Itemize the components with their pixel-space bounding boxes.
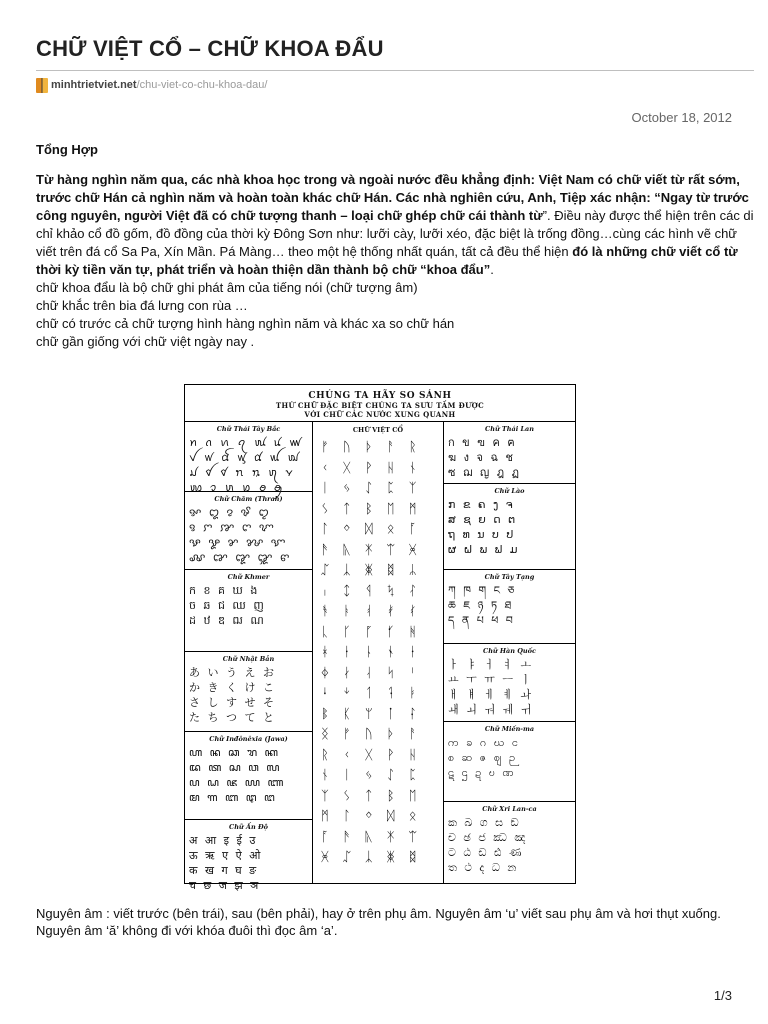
figure-title: CHÚNG TA HÃY SO SÁNH — [308, 391, 452, 401]
vowel-note-2: Nguyên âm ‘ă’ không đi với khóa đuôi thì đọc âm ‘a’. — [36, 923, 338, 938]
after-figure-text — [36, 905, 756, 939]
script-panel — [185, 570, 312, 652]
glyph-row: ᛢ ᛣ ᛤ ᛥ ᛦ — [321, 563, 422, 578]
glyph-row: ᚪ ᚫ ᚣ ᛡ ᛠ — [321, 829, 422, 845]
title-divider — [36, 70, 754, 71]
glyph-row: ꦲ ꦤ ꦕ ꦫ ꦏ — [189, 746, 280, 759]
panel-label: Chữ Xri Lan-ca — [482, 805, 537, 813]
glyph-row: ᛍ ᛎ ᛐ ᛑ ᛓ — [321, 686, 422, 701]
glyph-row: ᛁ ᛃ ᛇ ᛈ ᛉ — [321, 481, 422, 496]
glyph-row: ᚱ ᚲ ᚷ ᚹ ᚺ — [321, 747, 422, 763]
figure-subtitle: THỨ CHỮ ĐẶC BIỆT CHÚNG TA SƯU TẦM ĐƯỢC — [275, 401, 485, 410]
glyph-row: ᛉ ᛊ ᛏ ᛒ ᛖ — [321, 788, 422, 804]
glyph-row: ສ ຊ ຍ ດ ຕ — [448, 513, 518, 526]
article-body — [36, 141, 756, 351]
panel-label: Chữ Tây Tạng — [484, 573, 535, 581]
glyph-row: ᛄ ᛅ ᛆ ᛋ ᛌ — [321, 665, 422, 681]
glyph-row: ក ខ គ ឃ ង — [189, 584, 260, 597]
glyph-row: ᚼ ᚽ ᚿ ᛀ ᛂ — [321, 645, 422, 660]
viet-co-glyphs — [313, 434, 443, 873]
glyph-row: ㅏ ㅑ ㅓ ㅕ ㅗ — [448, 658, 534, 671]
glyph-row: ฆ ง จ ฉ ช — [448, 451, 515, 464]
script-panel — [444, 570, 575, 644]
glyph-row: ᚠ ᚢ ᚦ ᚨ ᚱ — [321, 440, 422, 455]
source-path[interactable]: /chu-viet-co-chu-khoa-dau/ — [136, 79, 268, 91]
script-panel — [444, 644, 575, 722]
glyph-rows — [185, 743, 312, 807]
glyph-row: ऊ ऋ ए ऐ ओ — [189, 849, 263, 862]
glyph-row: ຜ ຝ ພ ຟ ມ — [448, 543, 520, 556]
glyph-row: ᛝ ᚠ ᚢ ᚦ ᚨ — [321, 727, 422, 742]
panel-label: Chữ Miến-ma — [484, 725, 535, 733]
panel-label: Chữ Thái Tây Bắc — [216, 425, 281, 433]
glyph-row: ꦩ ꦒ ꦧ ꦛ ꦔ — [189, 791, 277, 804]
glyph-row: ꦢ ꦠ ꦱ ꦮ ꦭ — [189, 761, 282, 774]
panel-label: Chữ Lào — [494, 487, 525, 495]
glyph-row: च छ ज झ ञ — [189, 879, 261, 892]
glyph-row: क ख ग घ ङ — [189, 864, 259, 877]
glyph-row: က ခ ဂ ဃ င — [448, 736, 521, 749]
script-panel — [185, 492, 312, 570]
panel-label: Chữ Khmer — [227, 573, 270, 581]
figure-left-column — [185, 421, 313, 892]
glyph-row: ဋ ဌ ဍ ဎ ဏ — [448, 766, 516, 779]
glyph-row: ꪜ ꪝ ꪞ ꪟ ꪠ ꪡ ꪢ — [189, 451, 302, 464]
figure-right-column — [443, 421, 575, 883]
glyph-rows — [444, 733, 575, 782]
glyph-row: ꨀ ꨁ ꨂ ꨃ ꨄ — [189, 506, 271, 519]
glyph-row: ᚾ ᛁ ᛃ ᛇ ᛈ — [321, 768, 422, 783]
script-panel — [444, 722, 575, 802]
glyph-row: ຖ ທ ນ ບ ປ — [448, 528, 516, 541]
panel-label: Chữ Thái Lan — [485, 425, 534, 433]
comparison-figure — [184, 384, 576, 892]
text-line: chữ khoa đẩu là bộ chữ ghi phát âm của tiếng nói (chữ tượng âm) — [36, 280, 418, 295]
glyph-row: ㅛ ㅜ ㅠ ㅡ ㅣ — [448, 673, 534, 686]
source-domain[interactable]: minhtrietviet.net — [51, 79, 137, 91]
post-date: October 18, 2012 — [631, 110, 732, 125]
glyph-rows — [185, 433, 312, 497]
glyph-row: ᚫ ᚣ ᛡ ᛠ ᚸ — [321, 542, 422, 558]
glyph-row: ច ឆ ជ ឈ ញ — [189, 599, 266, 612]
paragraph-bold-2: đó là những chữ viết cổ từ thời kỳ tiền văn tự, phát triển và hoàn thiện dần thành bộ chữ “khoa đẩu” — [36, 244, 738, 277]
figure-subtitle-2: VỚI CHỮ CÁC NƯỚC XUNG QUANH — [304, 410, 456, 419]
glyph-row: ට ඨ ඩ ඪ ණ — [448, 846, 524, 859]
panel-label: Chữ Chăm (Thrah) — [214, 495, 283, 503]
glyph-row: さ し す せ そ — [189, 696, 276, 709]
glyph-row: ซ ฌ ญ ฎ ฏ — [448, 466, 521, 479]
source-link[interactable] — [36, 76, 267, 94]
paragraph-end: . — [490, 262, 494, 277]
glyph-row: ད ན པ ཕ བ — [448, 614, 515, 627]
glyph-row: ꪣ ꪤ ꪥ ꪦ ꪧ ꪨ ꪩ — [189, 466, 296, 479]
text-line: chữ khắc trên bia đá lưng con rùa … — [36, 298, 248, 313]
glyph-row: ដ ឋ ឌ ឍ ណ — [189, 614, 266, 627]
script-panel — [444, 802, 575, 884]
glyph-row: ᛊ ᛏ ᛒ ᛖ ᛗ — [321, 501, 422, 517]
glyph-row: ᛧ ᛨ ᛩ ᛪ ᛮ — [321, 583, 422, 599]
script-panel — [185, 652, 312, 732]
glyph-rows — [185, 503, 312, 567]
panel-label: Chữ Hàn Quốc — [483, 647, 536, 655]
glyph-row: ꨏ ꨐ ꨑ ꨒ ꨓ — [189, 551, 292, 564]
vowel-note-1: Nguyên âm : viết trước (bên trái), sau (bên phải), hay ở trên phụ âm. Nguyên âm ‘u’ viết sau phụ âm và hơi thụt xuống. — [36, 906, 721, 921]
glyph-row: ㅙ ㅚ ㅝ ㅞ ㅟ — [448, 703, 534, 716]
text-line: chữ gần giống với chữ việt ngày nay . — [36, 334, 255, 349]
glyph-row: ᛔ ᛕ ᛘ ᛙ ᛛ — [321, 706, 422, 722]
paragraph-text-1: ”. Điều này được thể hiện trên các di chỉ khảo cổ đồ gốm, đồ đồng của thời kỳ Đông Sơn như: lưỡi cày, lưỡi xéo, đặc biệt là trống đồng…cùng các hình vẽ chữ viết trên đá cổ Sa Pa, Xín Mần. Pá Màng… theo một hệ thống nhất quán, tất cả đều thể hiện — [36, 208, 754, 259]
script-panel — [185, 422, 312, 492]
site-logo-icon — [36, 78, 48, 93]
glyph-row: た ち つ て と — [189, 711, 276, 724]
glyph-rows — [444, 813, 575, 877]
glyph-row: ᚲ ᚷ ᚹ ᚺ ᚾ — [321, 460, 422, 476]
page-number: 1/3 — [713, 988, 732, 1003]
glyph-rows — [444, 495, 575, 559]
script-panel — [444, 484, 575, 570]
glyph-row: ච ඡ ජ ඣ ඤ — [448, 831, 528, 844]
paragraph-bold-1: Từ hàng nghìn năm qua, các nhà khoa học trong và ngoài nước đều khẳng định: Việt Nam có chữ viết từ rất sớm, trước chữ Hán cả nghìn năm và hoàn toàn khác chữ Hán. Các nhà nghiên cứu, Anh, Tiệp xác nhận: “Ngay từ trước công nguyên, người Việt đã có chữ tượng thanh – loại chữ ghép chữ cái thành từ — [36, 172, 749, 223]
section-heading: Tổng Hợp — [36, 142, 98, 157]
glyph-rows — [444, 581, 575, 630]
glyph-rows — [444, 655, 575, 719]
glyph-row: अ आ इ ई उ — [189, 834, 258, 847]
intro-paragraph — [36, 171, 756, 279]
glyph-row: ཆ ཇ ཉ ཏ ཐ — [448, 599, 514, 612]
figure-middle-column — [313, 421, 443, 883]
panel-label: CHỮ VIỆT CỔ — [352, 426, 404, 434]
glyph-row: ᛚ ᛜ ᛞ ᛟ ᚪ — [321, 522, 422, 537]
glyph-row: ꪀ ꪒ ꪕ ꪖ ꪘ ꪙ ꪛ — [189, 436, 304, 449]
glyph-row: ก ข ฃ ค ฅ — [448, 436, 517, 449]
glyph-row: ཀ ཁ ག ང ཅ — [448, 584, 517, 597]
glyph-rows — [444, 433, 575, 482]
glyph-row: ກ ຂ ຄ ງ ຈ — [448, 498, 515, 511]
panel-label: Chữ Inđônêxia (Jawa) — [209, 735, 288, 743]
script-panel — [185, 820, 312, 892]
script-panel — [185, 732, 312, 820]
text-line: chữ có trước cả chữ tượng hình hàng nghìn năm và khác xa so chữ hán — [36, 316, 455, 331]
glyph-row: ක ඛ ග ඝ ඞ — [448, 816, 521, 829]
script-panel — [444, 422, 575, 484]
glyph-rows — [185, 831, 312, 895]
glyph-row: ꨊ ꨋ ꨌ ꨍ ꨎ — [189, 536, 288, 549]
glyph-row: ㅐ ㅒ ㅔ ㅖ ㅘ — [448, 688, 534, 701]
glyph-row: か き く け こ — [189, 681, 276, 694]
glyph-row: あ い う え お — [189, 666, 276, 679]
glyph-row: ᚸ ᛢ ᛣ ᛤ ᛥ — [321, 850, 422, 865]
page-title: CHỮ VIỆT CỔ – CHỮ KHOA ĐẨU — [36, 36, 384, 61]
panel-label: Chữ Ấn Độ — [229, 823, 268, 831]
glyph-row: ත ථ ද ධ න — [448, 861, 519, 874]
glyph-rows — [185, 663, 312, 727]
glyph-row: စ ဆ ဇ ဈ ဉ — [448, 751, 518, 764]
panel-label: Chữ Nhật Bản — [222, 655, 275, 663]
glyph-row: ᚬ ᚭ ᚮ ᚯ ᚰ — [321, 604, 422, 619]
glyph-row: ᚳ ᚴ ᚵ ᚶ ᚻ — [321, 624, 422, 640]
glyph-row: ᛗ ᛚ ᛜ ᛞ ᛟ — [321, 809, 422, 824]
glyph-row: ꨅ ꨆ ꨇ ꨈ ꨉ — [189, 521, 276, 534]
figure-header — [185, 385, 575, 421]
glyph-row: ꦥ ꦝ ꦗ ꦪ ꦚ — [189, 776, 286, 789]
glyph-rows — [185, 581, 312, 630]
glyph-row: ꪪ ꪫ ꪬ ꪭ ꪮ ꪯ — [189, 481, 285, 494]
